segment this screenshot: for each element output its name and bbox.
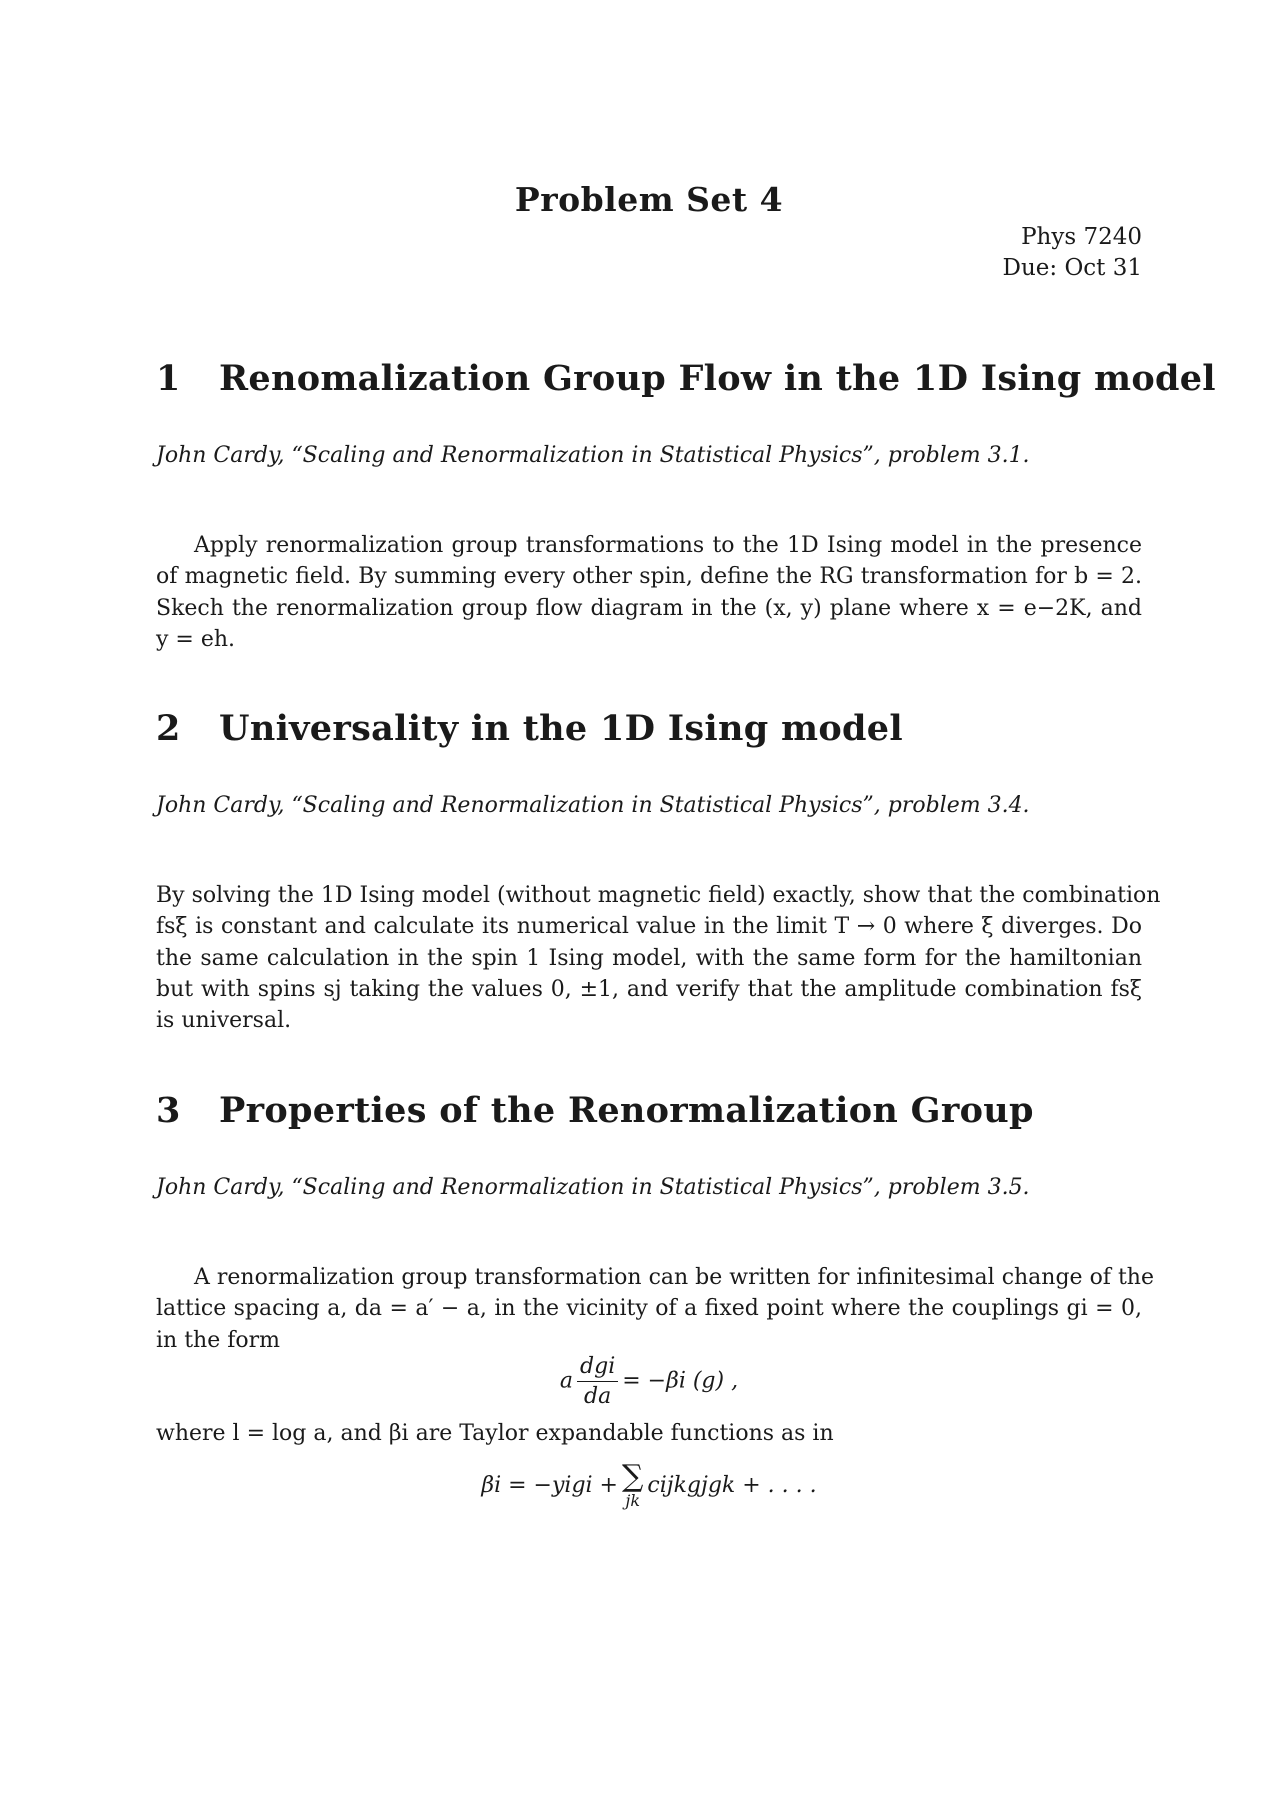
section-1-reference: John Cardy, “Scaling and Renormalization in Statistical Physics”, problem 3.1. — [156, 443, 1030, 468]
section-title: Properties of the Renormalization Group — [219, 1090, 1034, 1131]
paragraph-line: the same calculation in the spin 1 Ising model, with the same form for the hamiltonian — [156, 945, 1142, 971]
section-3-body — [156, 1262, 1154, 1356]
section-1-heading — [156, 358, 1216, 399]
fraction-denominator: da — [584, 1384, 612, 1409]
section-2-body — [156, 880, 1161, 1036]
paragraph-line: fsξ is constant and calculate its numerical value in the limit T → 0 where ξ diverges. Do — [156, 914, 1142, 940]
document-page — [156, 0, 1216, 1811]
sum-index: jk — [625, 1491, 641, 1510]
course-info — [1003, 222, 1142, 284]
section-2-heading — [156, 708, 1142, 749]
course-number: Phys 7240 — [1021, 224, 1142, 250]
section-1-body — [156, 530, 1142, 655]
paragraph-line: is universal. — [156, 1008, 292, 1034]
section-3-reference: John Cardy, “Scaling and Renormalization in Statistical Physics”, problem 3.5. — [156, 1175, 1030, 1200]
equation-lhs: βi = −yigi + — [481, 1473, 618, 1498]
section-3-heading — [156, 1090, 1142, 1131]
paragraph-line: of magnetic field. By summing every other spin, define the RG transformation for b = 2. — [156, 564, 1142, 590]
paragraph-line: A renormalization group transformation can be written for infinitesimal change of the — [194, 1265, 1154, 1290]
section-number: 2 — [156, 708, 181, 749]
page-title: Problem Set 4 — [514, 180, 784, 219]
equation-beta-expansion — [156, 1459, 1142, 1510]
equation-prefix: a — [559, 1368, 574, 1394]
equation-rhs: = −βi (g) , — [622, 1368, 739, 1394]
equation-rhs: cijkgjgk + . . . . — [647, 1473, 817, 1498]
section-number: 3 — [156, 1090, 181, 1131]
paragraph-line: in the form — [156, 1327, 280, 1353]
due-date: Due: Oct 31 — [1002, 255, 1142, 281]
paragraph-line: but with spins sj taking the values 0, ±1, and verify that the amplitude combination fsξ — [156, 976, 1142, 1002]
paragraph-line: lattice spacing a, da = a′ − a, in the vicinity of a fixed point where the couplings gi = 0, — [156, 1296, 1142, 1322]
section-3-after — [156, 1418, 1142, 1449]
summation — [622, 1459, 644, 1510]
equation-beta-flow — [156, 1354, 1142, 1409]
section-number: 1 — [156, 358, 181, 399]
paragraph-line: By solving the 1D Ising model (without magnetic field) exactly, show that the combination — [156, 883, 1161, 908]
section-title: Universality in the 1D Ising model — [219, 708, 903, 749]
paragraph-line: Skech the renormalization group flow diagram in the (x, y) plane where x = e−2K, and — [156, 595, 1142, 621]
sigma-symbol: ∑ — [622, 1459, 644, 1494]
paragraph-line: where l = log a, and βi are Taylor expandable functions as in — [156, 1421, 834, 1446]
fraction-numerator: dgi — [577, 1354, 618, 1382]
paragraph-line: y = eh. — [156, 626, 236, 652]
section-2-reference: John Cardy, “Scaling and Renormalization in Statistical Physics”, problem 3.4. — [156, 793, 1030, 818]
section-title: Renomalization Group Flow in the 1D Ising model — [219, 358, 1216, 399]
paragraph-line: Apply renormalization group transformations to the 1D Ising model in the presence — [194, 533, 1142, 558]
fraction — [577, 1354, 618, 1409]
